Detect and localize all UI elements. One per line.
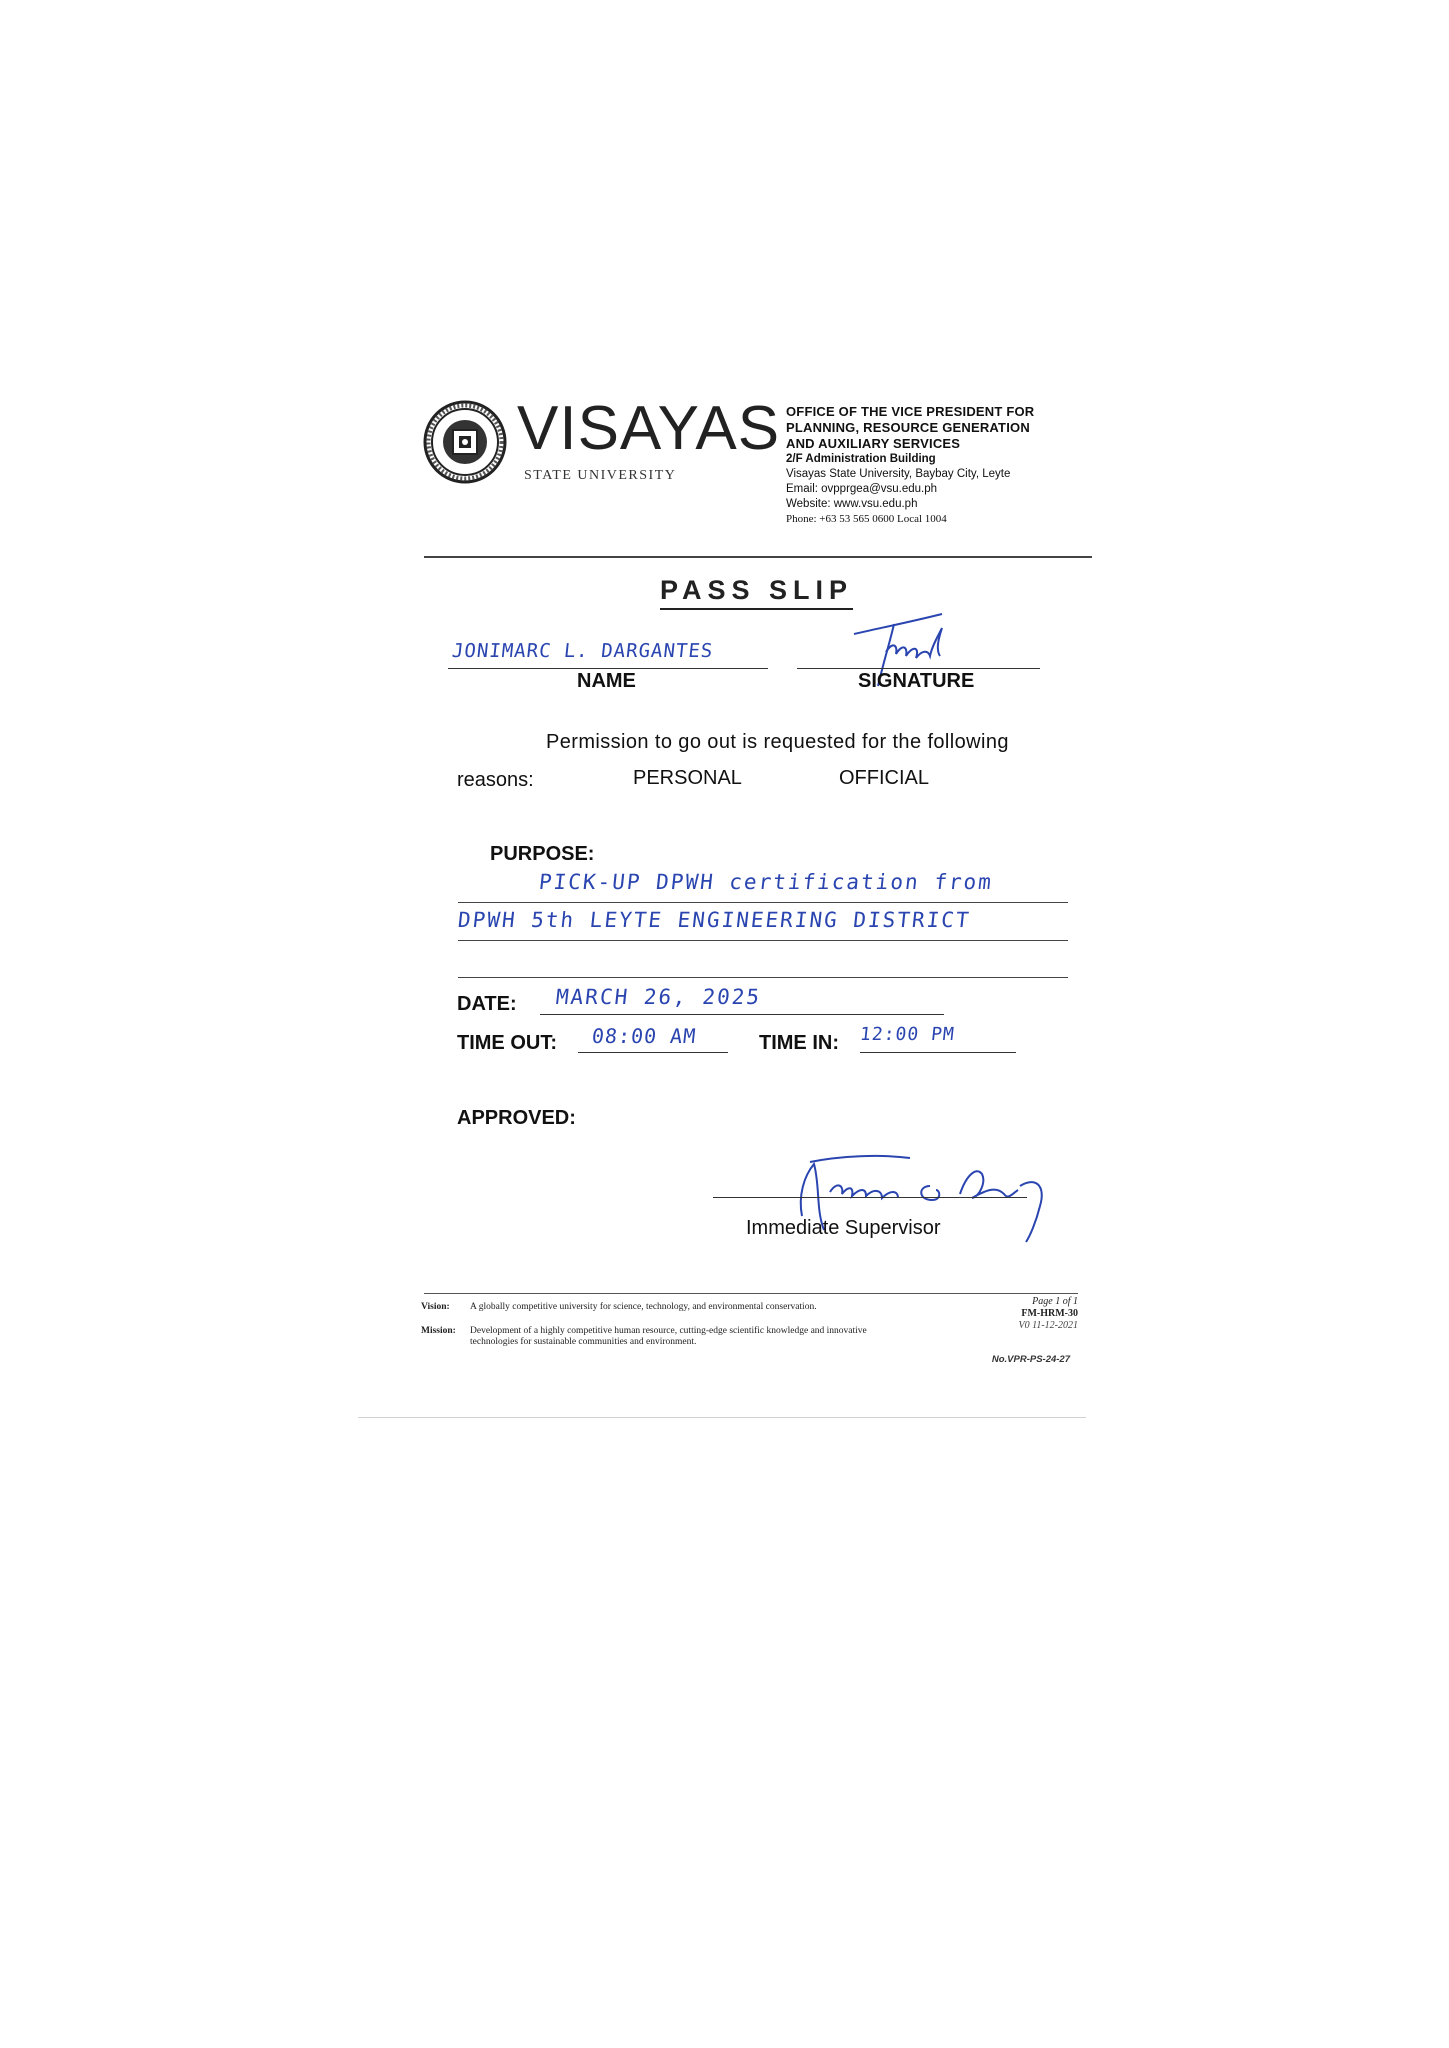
university-wordmark-subtitle: STATE UNIVERSITY [524, 468, 677, 483]
office-website: Website: www.vsu.edu.ph [786, 498, 918, 510]
name-label: NAME [577, 670, 636, 692]
footer-divider [424, 1293, 1078, 1294]
time-out-underline [578, 1052, 728, 1053]
office-contact-block [786, 404, 1086, 527]
office-building: 2/F Administration Building [786, 453, 936, 465]
reason-option-personal: PERSONAL [633, 767, 742, 789]
signature-underline [797, 668, 1040, 669]
page-number: Page 1 of 1 [1032, 1296, 1078, 1307]
university-wordmark: VISAYAS [517, 394, 781, 463]
form-meta-block [960, 1296, 1078, 1332]
time-out-label: TIME OUT: [457, 1032, 557, 1054]
purpose-value-line-2: DPWH 5th LEYTE ENGINEERING DISTRICT [456, 908, 972, 932]
date-label: DATE: [457, 993, 517, 1015]
page-bottom-rule [358, 1417, 1086, 1418]
purpose-label: PURPOSE: [490, 843, 595, 865]
signature-label: SIGNATURE [858, 670, 975, 692]
header-divider [424, 556, 1092, 558]
form-code: FM-HRM-30 [1021, 1308, 1078, 1319]
office-name-line-2: PLANNING, RESOURCE GENERATION [786, 420, 1030, 435]
permission-statement: Permission to go out is requested for the following [546, 731, 1009, 753]
control-number: No.VPR-PS-24-27 [991, 1354, 1070, 1365]
form-title: PASS SLIP [660, 576, 853, 610]
purpose-value-line-1: PICK-UP DPWH certification from [537, 870, 995, 894]
purpose-underline-3 [458, 977, 1068, 978]
date-value-handwritten: MARCH 26, 2025 [554, 985, 763, 1009]
name-value-handwritten: JONIMARC L. DARGANTES [450, 640, 715, 662]
purpose-underline-2 [458, 940, 1068, 941]
purpose-underline-1 [458, 902, 1068, 903]
reasons-label: reasons: [457, 769, 534, 791]
reason-option-official: OFFICIAL [839, 767, 930, 789]
vision-text: A globally competitive university for science, technology, and environmental conservation. [470, 1302, 817, 1312]
time-in-underline [860, 1052, 1016, 1053]
name-underline [448, 668, 768, 669]
time-in-value-handwritten: 12:00 PM [858, 1024, 956, 1045]
time-out-value-handwritten: 08:00 AM [590, 1024, 698, 1048]
office-address: Visayas State University, Baybay City, Leyte [786, 468, 1011, 480]
form-revision: V0 11-12-2021 [1018, 1320, 1078, 1331]
university-seal-logo [423, 400, 507, 484]
mission-text: Development of a highly competitive human resource, cutting-edge scientific knowledge and innovative technologies for sustainable communities and environment. [470, 1326, 867, 1347]
vision-label: Vision: [421, 1302, 450, 1312]
supervisor-label: Immediate Supervisor [746, 1217, 941, 1239]
office-name-line-3: AND AUXILIARY SERVICES [786, 436, 961, 451]
time-in-label: TIME IN: [759, 1032, 839, 1054]
office-email: Email: ovpprgea@vsu.edu.ph [786, 483, 938, 495]
office-phone: Phone: +63 53 565 0600 Local 1004 [786, 513, 947, 525]
supervisor-underline [713, 1197, 1027, 1198]
approved-label: APPROVED: [457, 1107, 576, 1129]
date-underline [540, 1014, 944, 1015]
mission-label: Mission: [421, 1326, 456, 1336]
office-name-line-1: OFFICE OF THE VICE PRESIDENT FOR [786, 404, 1035, 419]
